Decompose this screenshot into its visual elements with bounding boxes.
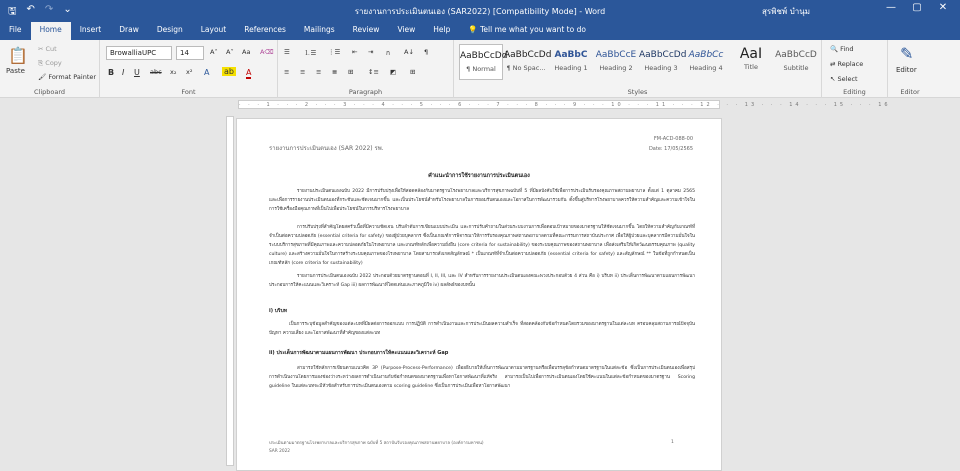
change-case-icon[interactable]: Aa xyxy=(242,48,251,56)
tab-layout[interactable]: Layout xyxy=(200,25,227,34)
document-title: คำแนะนำการใช้รายงานการประเมินตนเอง xyxy=(428,173,530,179)
font-group xyxy=(100,40,278,98)
form-date: Date: 17/05/2565 xyxy=(648,146,693,152)
multilevel-list-icon[interactable]: ⋮☰ xyxy=(328,48,341,56)
style-heading-3[interactable]: AaBbCcDd Heading 3 xyxy=(639,50,687,72)
find-button[interactable]: 🔍 Find xyxy=(830,45,854,53)
page-footer xyxy=(269,440,484,456)
close-button[interactable]: ✕ xyxy=(938,2,948,13)
bold-icon[interactable]: B xyxy=(108,68,115,77)
tab-review[interactable]: Review xyxy=(352,25,380,34)
form-code: FM-ACD-088-00 xyxy=(653,136,693,142)
minimize-button[interactable]: — xyxy=(886,2,896,13)
footer-line-2: SAR 2022 xyxy=(269,449,291,454)
tab-references[interactable]: References xyxy=(244,25,286,34)
ribbon-tabs xyxy=(0,22,960,40)
font-color-icon[interactable]: A xyxy=(246,68,252,77)
justify-icon[interactable]: ≣ xyxy=(332,68,338,76)
title-bar xyxy=(0,0,960,22)
tab-design[interactable]: Design xyxy=(156,25,183,34)
search-icon: 🔍 xyxy=(830,45,841,53)
align-left-icon[interactable]: ≡ xyxy=(284,68,290,76)
align-right-icon[interactable]: ≡ xyxy=(316,68,322,76)
scissors-icon: ✂ xyxy=(38,45,46,53)
paragraph-context: เป็นการระบุข้อมูลสำคัญของแต่ละบทที่มีผลต่อการออกแบบ การปฏิบัติ การดำเนินงานและการประเมินผลความสำเร็จ ที่สอดคล้องกับข้อกำหนดโดยรวมของมาตรฐานในแต่ละบท ครอบคลุมสถานการณ์ปัจจุบัน ปัญหา ความเสี่ยง และโอกาสพัฒนาที่สำคัญของแต่ละบท xyxy=(269,322,695,337)
editor-label: Editor xyxy=(900,88,920,96)
paragraph-improvements: การปรับปรุงที่สำคัญโดยสครัวเนื้อที่มีความชัดเจน ปรับลำดับการเขียนแบบประเมิน และการปรับคำถามในส่วนระบบงานการเพื่อตอบเป้าหมายของมาตรฐานให้ชัดเจนมากขึ้น โดยให้ความสำคัญกับเกณฑ์ที่จำเป็นต่อความปลอดภัย (essential criteria for safety) ของผู้ป่วยบุคลากร ซึ่งเป็นเกณฑ์การพิจารณาให้การรับรองคุณภาพสถานพยาบาลตามที่คณะกรรมการสถาบันประกาศ เพื่อให้ผู้ป่วยและบุคลากรมีความมั่นใจในระบบบริการสุขภาพที่มีคุณภาพและความปลอดภัยในโรงพยาบาล และเกณฑ์หลักเพื่อความยั่งยืน (core criteria for sustainability) ของระบบคุณภาพของสถานพยาบาล เพื่อส่งเสริมให้เกิดวัฒนธรรมคุณภาพ (quality culture) และสร้างความมั่นใจในการสร้างระบบคุณภาพของโรงพยาบาล โดยสามารถสังเกตสัญลักษณ์ * เป็นเกณฑ์ที่จำเป็นต่อความปลอดภัย (essential criteria for safety) และสัญลักษณ์ ** ในข้อที่ถูกกำหนดเป็นเกณฑ์หลัก (core criteria for sustainability) xyxy=(269,225,695,267)
heading-development: ii) ประเด็นการพัฒนาตามแผนการพัฒนา ประกอบการให้คะแนนและวิเคราะห์ Gap xyxy=(269,350,449,356)
styles-label: Styles xyxy=(627,88,648,96)
distribute-icon[interactable]: ⊞ xyxy=(348,68,354,76)
shrink-font-icon[interactable]: A˅ xyxy=(226,48,234,56)
editor-pen-icon[interactable]: ✎ xyxy=(900,44,914,63)
tab-home[interactable]: Home xyxy=(31,22,71,40)
tab-insert[interactable]: Insert xyxy=(79,25,102,34)
copy-icon: ⎘ xyxy=(38,59,46,67)
vertical-ruler[interactable] xyxy=(226,116,234,466)
page-number: 1 xyxy=(671,440,674,445)
paste-button[interactable]: Paste xyxy=(6,67,25,75)
document-page[interactable] xyxy=(236,118,722,471)
bullets-icon[interactable]: ☰ xyxy=(284,48,290,56)
style-no-spacing[interactable]: AaBbCcDd ¶ No Spac... xyxy=(504,50,552,72)
strikethrough-icon[interactable]: abc xyxy=(150,68,162,76)
font-name-box[interactable]: BrowalliaUPC xyxy=(106,46,172,60)
borders-icon[interactable]: ⊞ xyxy=(410,68,416,76)
cursor-icon: ↖ xyxy=(830,75,838,83)
text-effects-icon[interactable]: A xyxy=(204,68,210,77)
paragraph-intro: รายงานประเมินตนเองฉบับ 2022 มีการปรับปรุงเพื่อให้สอดคล้องกับมาตรฐานโรงพยาบาลและบริการสุขภาพฉบับที่ 5 ที่มีผลบังคับใช้เพื่อการประเมินรับรองคุณภาพสถานพยาบาล ตั้งแต่ 1 ตุลาคม 2565 และเพื่อการรายงานประเมินตนเองที่กระชับและชัดเจนมากขึ้น และเป็นประโยชน์สำหรับโรงพยาบาลในการยอมรับตนเองและโอกาสในการพัฒนารวมกัน ตั้งขึ้นสู่บริหารโรงพยาบาลควรให้ความสำคัญและความเข้าใจในการใช้เครื่องมือคุณภาพที่เป็นไปเพื่อประโยชน์ในการบริหารโรงพยาบาล xyxy=(269,189,695,213)
maximize-button[interactable]: ▢ xyxy=(912,2,922,13)
increase-indent-icon[interactable]: ⇥ xyxy=(368,48,374,56)
styles-group xyxy=(454,40,822,98)
shading-icon[interactable]: ◩ xyxy=(390,68,397,76)
highlight-icon[interactable]: ab xyxy=(224,67,234,76)
format-painter-button[interactable]: 🖌 Format Painter xyxy=(38,73,97,81)
style-subtitle[interactable]: AaBbCcD Subtitle xyxy=(775,50,817,72)
tab-draw[interactable]: Draw xyxy=(119,25,139,34)
sort-icon[interactable]: A↓ xyxy=(404,48,414,56)
style-title[interactable]: AaI Title xyxy=(739,46,763,71)
tab-help[interactable]: Help xyxy=(433,25,451,34)
replace-icon: ⇄ xyxy=(830,60,838,68)
align-center-icon[interactable]: ≡ xyxy=(300,68,306,76)
tab-view[interactable]: View xyxy=(397,25,416,34)
editing-group xyxy=(822,40,888,98)
cut-button[interactable]: ✂ Cut xyxy=(38,45,57,53)
select-button[interactable]: ↖ Select xyxy=(830,75,858,83)
paragraph-development: สามารถใช้หลักการเขียนตามแนวคิด 3P (Purpose-Process-Performance) เพื่ออธิบายให้เห็นการพัฒนาตามมาตรฐานหรือเพื่อบรรลุข้อกำหนดมาตรฐานในแต่ละข้อ ซึ่งเป็นการประเมินตนเองเพื่อสรุปการดำเนินงานโดยการมองช่องว่างระหว่างผลการดำเนินงานกับข้อกำหนดของมาตรฐานเพื่อหาโอกาสพัฒนาที่แท้จริง สามารถเป็นไปเพื่อการประเมินตนเองโดยใช้คะแนนในแต่ละข้อกำหนดของมาตรฐาน Scoring guideline ในแต่ละบทจะมีหัวข้อสำหรับการประเมินตนเองตาม scoring guideline ซึ่งเป็นการประเมินเพื่อหาโอกาสพัฒนา xyxy=(269,366,695,390)
undo-icon[interactable]: ↶ xyxy=(26,4,35,15)
paragraph-label: Paragraph xyxy=(348,88,383,96)
paragraph-group xyxy=(278,40,454,98)
style-heading-1[interactable]: AaBbC Heading 1 xyxy=(554,50,588,72)
subscript-icon[interactable]: x₂ xyxy=(170,68,177,76)
lightbulb-icon: 💡 xyxy=(468,25,481,34)
customize-qat-icon[interactable]: ⌄ xyxy=(63,4,72,15)
replace-button[interactable]: ⇄ Replace xyxy=(830,60,864,68)
page-header-right xyxy=(649,134,693,154)
editor-group xyxy=(888,40,932,98)
paste-icon[interactable]: 📋 xyxy=(8,46,28,65)
editing-label: Editing xyxy=(843,88,866,96)
copy-button[interactable]: ⎘ Copy xyxy=(38,59,62,67)
window-title: รายงานการประเมินตนเอง (SAR2022) [Compatibility Mode] - Word xyxy=(354,7,606,16)
style-normal[interactable]: AaBbCcDd ¶ Normal xyxy=(459,44,503,80)
horizontal-ruler[interactable]: · · · 1 · · · 2 · · · 3 · · · 4 · · · 5 · · · 6 · · · 7 · · · 8 · · · 9 · · · 10 · · · 11 · · · 12 · · · 13 · · · 14 · · · 15 · · · 16 xyxy=(239,102,891,108)
thai-distributed-icon[interactable]: ก xyxy=(386,49,390,57)
tab-mailings[interactable]: Mailings xyxy=(303,25,335,34)
save-icon[interactable]: 🖫 xyxy=(8,6,17,17)
numbering-icon[interactable]: ⒈☰ xyxy=(304,49,317,57)
tell-me-search[interactable] xyxy=(459,22,595,40)
style-heading-2[interactable]: AaBbCcE Heading 2 xyxy=(595,50,637,72)
tab-file[interactable]: File xyxy=(9,25,22,34)
page-header-left: รายงานการประเมินตนเอง (SAR 2022) รพ. xyxy=(269,145,384,152)
brush-icon: 🖌 xyxy=(38,73,49,81)
line-spacing-icon[interactable]: ↕≡ xyxy=(368,68,379,76)
paragraph-structure: รายงานการประเมินตนเองฉบับ 2022 ประกอบด้วยมาตรฐานตอนที่ I, II, III, และ IV สำหรับการรายงานประเมินตนเองคณะพวงประกอบด้วย 4 ส่วน คือ i) บริบท ii) ประเด็นการพัฒนาตามแผนการพัฒนา ประกอบการให้คะแนนและวิเคราะห์ Gap iii) ผลการพัฒนาที่โดดเด่นและภาคภูมิใจ iv) ผลลัพธ์ของบทนั้น xyxy=(269,274,695,289)
clear-formatting-icon[interactable]: A⌫ xyxy=(260,48,274,56)
tell-me-label: Tell me what you want to do xyxy=(480,25,586,34)
footer-line-1: ประเมินตามมาตรฐานโรงพยาบาลและบริการสุขภาพ ฉบับที่ 5 สถาบันรับรองคุณภาพสถานพยาบาล (องค์การมหาชน) xyxy=(269,441,484,446)
font-label: Font xyxy=(181,88,196,96)
redo-icon[interactable]: ↷ xyxy=(44,4,54,15)
font-size-box[interactable]: 14 xyxy=(176,46,204,60)
show-marks-icon[interactable]: ¶ xyxy=(424,48,429,56)
clipboard-label: Clipboard xyxy=(33,88,66,96)
clipboard-group xyxy=(0,40,100,98)
superscript-icon[interactable]: x² xyxy=(186,68,193,76)
decrease-indent-icon[interactable]: ⇤ xyxy=(352,48,358,56)
user-name[interactable]: สุรพิชพ์ บำนุม xyxy=(762,7,811,16)
underline-icon[interactable]: U xyxy=(134,68,140,77)
ribbon xyxy=(0,40,960,98)
grow-font-icon[interactable]: A˄ xyxy=(210,48,218,56)
italic-icon[interactable]: I xyxy=(122,68,125,77)
style-heading-4[interactable]: AaBbCc Heading 4 xyxy=(688,50,724,72)
heading-context: i) บริบท xyxy=(269,308,288,314)
editor-button[interactable]: Editor xyxy=(896,66,917,74)
